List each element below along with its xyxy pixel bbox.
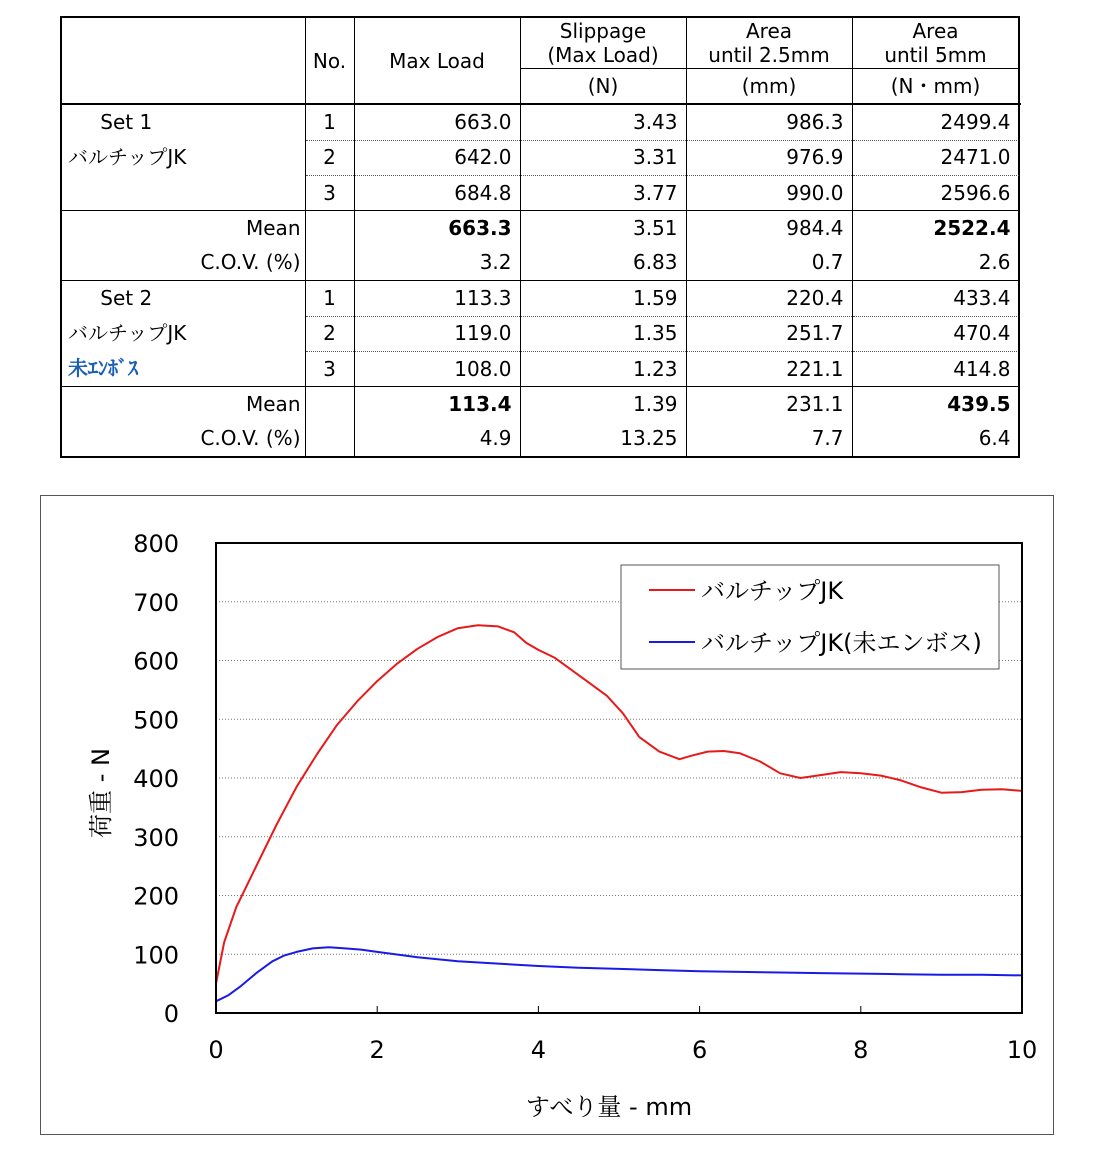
legend-label-blue: バルチップJK(未エンボス) xyxy=(701,629,982,657)
y-tick-label: 800 xyxy=(133,530,179,558)
x-tick-label: 8 xyxy=(853,1036,869,1064)
set2-title: Set 2 xyxy=(61,281,305,316)
table-row xyxy=(61,422,1019,457)
table-row xyxy=(61,211,1019,246)
set1-empty xyxy=(61,176,305,211)
header-slippage-line2: (Max Load) xyxy=(547,42,659,67)
series-line-1 xyxy=(216,947,1022,1001)
set1-subtitle: バルチップJK xyxy=(61,140,305,175)
set2-row2-no: 2 xyxy=(305,316,354,351)
header-max-load: Max Load xyxy=(354,17,520,104)
header-slippage-line1: Slippage xyxy=(559,18,647,43)
set1-mean-area5: 2522.4 xyxy=(852,211,1019,246)
set1-row2-no: 2 xyxy=(305,140,354,175)
set1-title: Set 1 xyxy=(61,104,305,140)
set1-cov-area25: 0.7 xyxy=(686,246,852,281)
set1-cov-no xyxy=(305,246,354,281)
y-axis-title: 荷重 - N xyxy=(87,748,115,838)
set2-row1-area25: 220.4 xyxy=(686,281,852,316)
y-tick-label: 300 xyxy=(133,823,179,852)
set2-mean-no xyxy=(305,387,354,422)
legend xyxy=(621,565,999,669)
set2-row3-max-load: 108.0 xyxy=(354,351,520,386)
header-empty-cell xyxy=(61,17,305,104)
unit-n: (N) xyxy=(520,68,686,104)
set1-cov-max-load: 3.2 xyxy=(354,246,520,281)
header-no: No. xyxy=(305,17,354,104)
set1-mean-max-load: 663.3 xyxy=(354,211,520,246)
header-slippage xyxy=(520,17,686,68)
set2-cov-slippage: 13.25 xyxy=(520,422,686,457)
set2-row1-no: 1 xyxy=(305,281,354,316)
header-row-1 xyxy=(61,17,1019,68)
header-area-5-line2: until 5mm xyxy=(884,42,987,67)
set2-row3-slippage: 1.23 xyxy=(520,351,686,386)
set2-row2-area25: 251.7 xyxy=(686,316,852,351)
x-tick-label: 0 xyxy=(208,1036,224,1064)
series-line-0 xyxy=(216,625,1022,983)
set1-row1-max-load: 663.0 xyxy=(354,104,520,140)
set1-cov-label: C.O.V. (%) xyxy=(61,246,305,281)
set2-cov-no xyxy=(305,422,354,457)
set1-row2-slippage: 3.31 xyxy=(520,140,686,175)
table-row xyxy=(61,316,1019,351)
series-lines xyxy=(216,625,1022,1001)
x-tick-label: 4 xyxy=(530,1036,547,1064)
y-tick-labels xyxy=(133,530,179,1028)
set1-row1-no: 1 xyxy=(305,104,354,140)
set2-cov-max-load: 4.9 xyxy=(354,422,520,457)
set1-row3-area5: 2596.6 xyxy=(852,176,1019,211)
set1-row2-area25: 976.9 xyxy=(686,140,852,175)
y-tick-label: 100 xyxy=(133,941,179,970)
set1-row1-area5: 2499.4 xyxy=(852,104,1019,140)
x-tick-label: 2 xyxy=(369,1036,385,1064)
y-tick-label: 400 xyxy=(133,765,179,793)
set2-mean-label: Mean xyxy=(61,387,305,422)
set2-row2-max-load: 119.0 xyxy=(354,316,520,351)
x-tick-labels xyxy=(208,1036,1037,1064)
set2-subtitle: バルチップJK xyxy=(61,316,305,351)
unit-mm: (mm) xyxy=(686,68,852,104)
set2-cov-area25: 7.7 xyxy=(686,422,852,457)
set2-row3-no: 3 xyxy=(305,351,354,386)
y-tick-label: 700 xyxy=(133,588,179,617)
set1-mean-area25: 984.4 xyxy=(686,211,852,246)
table-row xyxy=(61,281,1019,316)
set2-cov-label: C.O.V. (%) xyxy=(61,422,305,457)
results-table xyxy=(60,16,1020,458)
x-tick-label: 6 xyxy=(691,1036,708,1064)
header-area-25-line1: Area xyxy=(745,18,793,43)
set2-row2-slippage: 1.35 xyxy=(520,316,686,351)
set1-row3-slippage: 3.77 xyxy=(520,176,686,211)
y-tick-label: 600 xyxy=(133,647,179,676)
load-slip-chart xyxy=(41,496,1055,1136)
set1-row3-max-load: 684.8 xyxy=(354,176,520,211)
set2-note: 未ｴﾝﾎﾞｽ xyxy=(61,351,305,386)
y-tick-label: 500 xyxy=(133,706,179,735)
set2-mean-max-load: 113.4 xyxy=(354,387,520,422)
set2-cov-area5: 6.4 xyxy=(852,422,1019,457)
set1-cov-area5: 2.6 xyxy=(852,246,1019,281)
set2-row3-area5: 414.8 xyxy=(852,351,1019,386)
set1-row2-max-load: 642.0 xyxy=(354,140,520,175)
table-row xyxy=(61,246,1019,281)
set2-row3-area25: 221.1 xyxy=(686,351,852,386)
set1-cov-slippage: 6.83 xyxy=(520,246,686,281)
unit-nmm-1: (N・mm) xyxy=(852,68,1019,104)
set2-row1-slippage: 1.59 xyxy=(520,281,686,316)
set2-mean-slippage: 1.39 xyxy=(520,387,686,422)
set1-row1-area25: 986.3 xyxy=(686,104,852,140)
header-area-5-line1: Area xyxy=(912,18,959,43)
set2-row1-area5: 433.4 xyxy=(852,281,1019,316)
table-row xyxy=(61,351,1019,386)
set1-row2-area5: 2471.0 xyxy=(852,140,1019,175)
y-tick-label: 0 xyxy=(163,1000,179,1028)
set2-mean-area5: 439.5 xyxy=(852,387,1019,422)
chart-frame xyxy=(40,495,1054,1135)
set1-mean-label: Mean xyxy=(61,211,305,246)
x-axis-title: すべり量 - mm xyxy=(525,1093,693,1121)
set1-mean-no xyxy=(305,211,354,246)
set1-mean-slippage: 3.51 xyxy=(520,211,686,246)
set1-row1-slippage: 3.43 xyxy=(520,104,686,140)
table-row xyxy=(61,140,1019,175)
set2-row2-area5: 470.4 xyxy=(852,316,1019,351)
table-row xyxy=(61,104,1019,140)
header-area-25-line2: until 2.5mm xyxy=(708,42,830,67)
set1-row3-area25: 990.0 xyxy=(686,176,852,211)
table-row xyxy=(61,387,1019,422)
header-area-25 xyxy=(686,17,852,68)
set1-row3-no: 3 xyxy=(305,176,354,211)
x-tick-label: 10 xyxy=(1006,1036,1038,1064)
legend-label-red: バルチップJK xyxy=(701,577,844,605)
header-area-5 xyxy=(852,17,1019,68)
set2-row1-max-load: 113.3 xyxy=(354,281,520,316)
table-row xyxy=(61,176,1019,211)
set2-mean-area25: 231.1 xyxy=(686,387,852,422)
y-tick-label: 200 xyxy=(133,882,179,911)
